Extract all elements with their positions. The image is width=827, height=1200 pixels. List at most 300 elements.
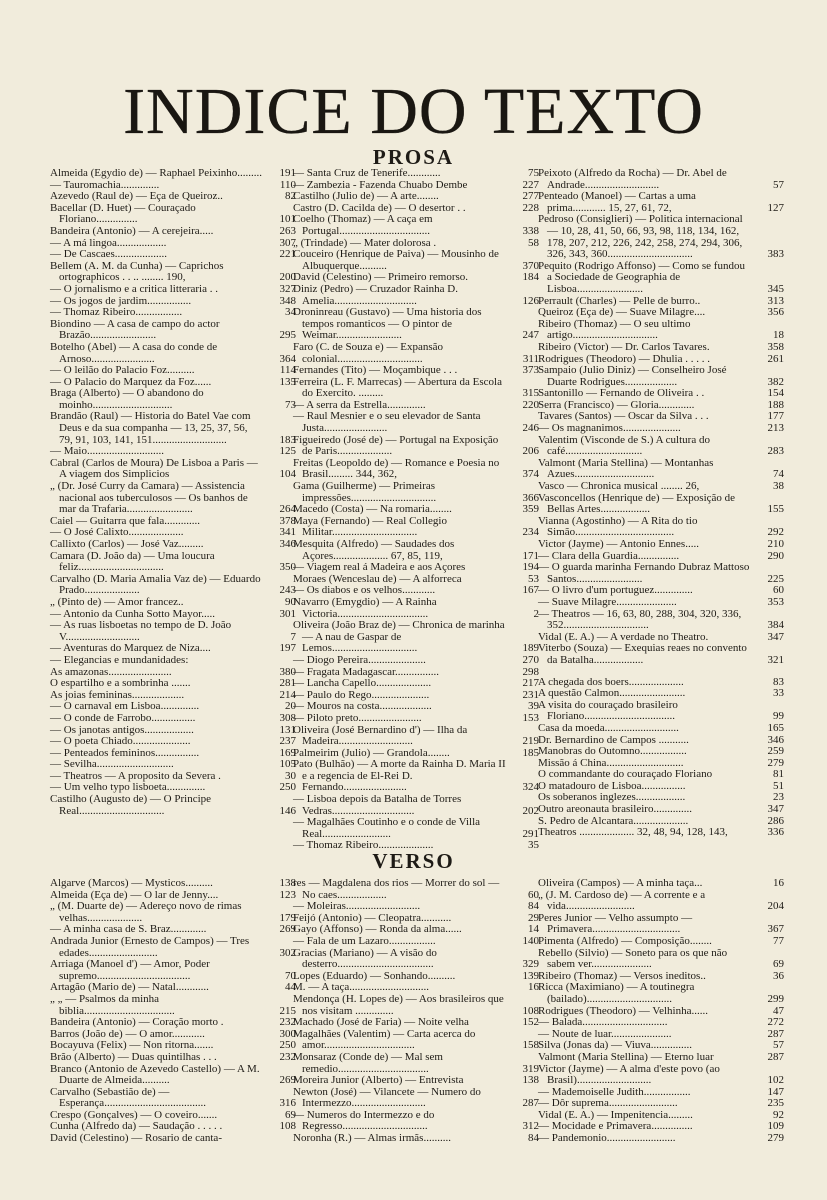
page-number: 127	[767, 201, 784, 214]
index-entry	[50, 1017, 296, 1029]
entry-text: A visita do couraçado brasileiro Floriano.................................	[538, 698, 678, 723]
index-entry	[293, 377, 539, 400]
index-entry	[293, 1133, 539, 1145]
index-entry	[293, 620, 539, 655]
page-number: 14	[528, 923, 539, 936]
entry-text: — Paulo do Rego.....................	[293, 688, 430, 701]
entry-text: — Penteados femininos................	[50, 746, 200, 759]
page-number: 73	[285, 398, 296, 411]
page-number: 232	[279, 1016, 296, 1029]
entry-text: Fernandes (Tito) — Moçambique . . .	[293, 364, 458, 377]
index-entry	[293, 249, 539, 272]
entry-text: Braga (Alberto) — O abandono do moinho.............................	[50, 387, 204, 411]
index-entry	[50, 342, 296, 365]
index-entry	[50, 794, 296, 817]
entry-text: — Numeros do Intermezzo e do Regresso...............................	[293, 1108, 435, 1133]
prosa-column-3	[538, 168, 784, 839]
index-entry	[50, 994, 296, 1017]
entry-text: — Piloto preto.......................	[293, 711, 422, 724]
page-number: 169	[279, 746, 296, 759]
page-number: 126	[522, 294, 539, 307]
index-entry	[293, 411, 539, 434]
page-number: 53	[528, 572, 539, 585]
entry-text: — O poeta Chiado.....................	[50, 735, 191, 748]
entry-text: Castilho (Julio de) — A arte........	[293, 190, 439, 203]
entry-text: Bacellar (D. Huet) — Couraçado Floriano...............	[50, 201, 196, 226]
page-number: 139	[522, 969, 539, 982]
page-number: 214	[279, 688, 296, 701]
entry-text: Palmeirim (Julio) — Grandola........	[293, 746, 450, 759]
index-entry	[293, 759, 539, 794]
entry-text: Pimenta (Alfredo) — Composição........	[538, 934, 712, 947]
entry-text: — Thomaz Ribeiro....................	[293, 839, 434, 852]
page-number: 105	[279, 758, 296, 771]
page-number: 220	[522, 398, 539, 411]
index-entry	[293, 1075, 539, 1087]
entry-text: Theatros .................... 32, 48, 94, 128, 143,	[538, 826, 728, 839]
page-number: 108	[279, 1120, 296, 1133]
page-number: 69	[285, 1108, 296, 1121]
entry-text: — Theatros — A proposito da Severa .	[50, 769, 221, 782]
entry-text: Carvalho (D. Maria Amalia Vaz de) — Eduardo Prado....................	[50, 572, 261, 597]
index-entry	[50, 959, 296, 982]
entry-text: Barros (João de) — O amor............	[50, 1027, 205, 1040]
index-entry	[538, 458, 784, 481]
page-number: 23	[773, 791, 784, 804]
page-number: 114	[279, 364, 296, 377]
index-entry	[538, 804, 784, 816]
index-entry	[538, 435, 784, 458]
index-entry	[538, 261, 784, 296]
entry-text: Diniz (Pedro) — Cruzador Rainha D. Amelia..............................	[293, 282, 458, 307]
page-number: 269	[279, 1074, 296, 1087]
page-number: 347	[767, 803, 784, 816]
page-number: 60	[773, 584, 784, 597]
index-entry	[50, 365, 296, 377]
page-number: 370	[522, 259, 539, 272]
entry-text: Bellem (A. M. da Cunha) — Caprichos ortographicos . . .. ........ 190,	[50, 259, 224, 284]
page-number: 18	[773, 329, 784, 342]
entry-text: Valentim (Visconde de S.) A cultura do café............................	[538, 433, 710, 458]
entry-text: — O livro d'um portuguez..............	[538, 584, 693, 597]
entry-text: Arriaga (Manoel d') — Amor, Poder supremo..................................	[50, 958, 210, 982]
page-number: 250	[279, 1039, 296, 1052]
page-number: 261	[767, 352, 784, 365]
page-number: 110	[279, 178, 296, 191]
entry-text: Azevedo (Raul de) — Eça de Queiroz..	[50, 190, 223, 203]
page-number: 237	[279, 735, 296, 748]
page-number: 231	[522, 688, 539, 701]
entry-text: — Magalhães Coutinho e o conde de Villa Real.........................	[293, 816, 481, 840]
index-entry	[50, 1052, 296, 1064]
entry-text: M. — A taça.............................	[293, 981, 429, 994]
index-entry	[538, 746, 784, 758]
index-entry	[538, 1133, 784, 1145]
entry-text: Moraes (Wenceslau de) — A alforreca	[293, 572, 462, 585]
page-number: 2	[533, 607, 539, 620]
entry-text: Faro (C. de Souza e) — Expansão colonial...............................	[293, 340, 443, 365]
index-entry	[293, 655, 539, 667]
page-number: 102	[767, 1074, 784, 1087]
entry-text: Missão á China............................	[538, 756, 684, 769]
page-number: 269	[279, 923, 296, 936]
entry-text: Feijó (Antonio) — Cleopatra...........	[293, 911, 452, 924]
entry-text: — O conde de Farrobo................	[50, 711, 196, 724]
page-number: 235	[767, 1097, 784, 1110]
index-entry	[538, 1017, 784, 1029]
page-number: 286	[767, 814, 784, 827]
index-entry	[50, 168, 296, 180]
page-number: 140	[522, 934, 539, 947]
index-entry	[293, 365, 539, 377]
entry-text: Valmont (Maria Stellina) — Eterno luar	[538, 1050, 714, 1063]
page-number: 243	[279, 584, 296, 597]
index-entry	[293, 678, 539, 690]
entry-text: Noronha (R.) — Almas irmãs..........	[293, 1132, 451, 1145]
page-number: 39	[528, 700, 539, 713]
page-number: 290	[767, 549, 784, 562]
page-number: 336	[767, 826, 784, 839]
entry-text: Crespo (Gonçalves) — O coveiro.......	[50, 1108, 218, 1121]
entry-text: Maya (Fernando) — Real Collegio Militar...............................	[293, 514, 447, 539]
index-entry	[293, 307, 539, 342]
entry-text: — Theatros — 16, 63, 80, 288, 304, 320, 336, 352...............................	[538, 607, 742, 632]
index-entry	[538, 342, 784, 354]
page-number: 316	[279, 1097, 296, 1110]
entry-text: Victor (Jayme) — Antonio Ennes.....	[538, 538, 699, 550]
page-number: 287	[767, 1027, 784, 1040]
page-number: 259	[767, 745, 784, 758]
index-entry	[293, 1017, 539, 1029]
entry-text: — Zambezia - Fazenda Chuabo Dembe	[293, 178, 468, 191]
entry-text: Machado (José de Faria) — Noite velha	[293, 1016, 469, 1029]
page-number: 287	[522, 1097, 539, 1110]
page-number: 312	[522, 1120, 539, 1133]
page-number: 75	[528, 167, 539, 179]
index-entry	[538, 890, 784, 913]
entry-text: — Elegancias e mundanidades:	[50, 653, 189, 666]
entry-text: Coelho (Thomaz) — A caça em Portugal.................................	[293, 213, 433, 237]
entry-text: Queiroz (Eça de) — Suave Milagre....	[538, 306, 706, 319]
entry-text: Vianna (Agostinho) — A Rita do tio Simão....................................	[538, 514, 698, 539]
page-number: 217	[522, 677, 539, 690]
index-entry	[538, 307, 784, 319]
entry-text: — Antonio da Cunha Sotto Mayor.....	[50, 607, 215, 620]
entry-text: Oliveira (Campos) — A minha taça...	[538, 877, 703, 889]
page-number: 92	[773, 1108, 784, 1121]
page-number: 291	[522, 827, 539, 840]
entry-text: Os soberanos inglezes..................	[538, 791, 686, 804]
prosa-column-2	[293, 168, 539, 852]
page-number: 30	[285, 769, 296, 782]
page-number: 179	[279, 911, 296, 924]
entry-text: A questão Calmon........................	[538, 687, 686, 700]
entry-text: — A minha casa de S. Braz.............	[50, 923, 207, 936]
entry-text: Castilho (Augusto de) — O Principe Real...............................	[50, 793, 212, 817]
entry-text: Silva (Jonas da) — Viuva...............	[538, 1039, 693, 1052]
page-number: 311	[522, 352, 539, 365]
page-number: 246	[522, 422, 539, 435]
entry-text: — Mouros na costa...................	[293, 700, 432, 713]
index-entry	[293, 817, 539, 840]
entry-text: — Fragata Madagascar................	[293, 665, 440, 678]
page-number: 346	[767, 733, 784, 746]
page-number: 225	[767, 572, 784, 585]
entry-text: Bandeira (Antonio) — A cerejeira.....	[50, 224, 214, 237]
entry-text: Mesquita (Alfredo) — Saudades dos Açores.................... 67, 85, 119,	[293, 538, 455, 562]
entry-text: Newton (José) — Vilancete — Numero do Intermezzo...........................	[293, 1085, 481, 1110]
index-entry	[50, 901, 296, 924]
entry-text: Castro (D. Cacilda de) — O desertor . .	[293, 201, 466, 214]
index-entry	[50, 1087, 296, 1110]
entry-text: — Moleiras...........................	[293, 900, 421, 913]
page-number: 104	[279, 468, 296, 481]
page-number: 378	[279, 514, 296, 527]
page-number: 313	[767, 294, 784, 307]
page-number: 221	[279, 248, 296, 261]
index-entry	[538, 365, 784, 388]
entry-text: — O carnaval em Lisboa..............	[50, 700, 200, 713]
page-number: 47	[773, 1004, 784, 1017]
index-entry	[50, 411, 296, 446]
index-entry	[50, 458, 296, 481]
entry-text: Figueiredo (José de) — Portugal na Exposição de Paris....................	[293, 433, 499, 458]
entry-text: Magalhães (Valentim) — Carta acerca do amor.................................	[293, 1027, 476, 1052]
page-number: 382	[767, 375, 784, 388]
page-number: 77	[773, 934, 784, 947]
page-number: 287	[767, 1050, 784, 1063]
page-number: 374	[522, 468, 539, 481]
entry-text: Botelho (Abel) — A casa do conde de Arnoso.......................	[50, 340, 218, 365]
index-entry	[50, 539, 296, 551]
entry-text: — O leilão do Palacio Foz..........	[50, 364, 195, 377]
index-entry	[50, 936, 296, 959]
entry-text: — Maio............................	[50, 445, 164, 458]
page-number: 188	[767, 398, 784, 411]
index-entry	[538, 423, 784, 435]
index-entry	[538, 878, 784, 890]
entry-text: — Fala de um Lazaro.................	[293, 934, 436, 947]
index-entry	[50, 249, 296, 261]
page-number: 327	[279, 282, 296, 295]
entry-text: Gracias (Mariano) — A visão do desterro...................................	[293, 946, 437, 971]
page-number: 338	[522, 224, 539, 237]
entry-text: „ (Pinto de) — Amor francez..	[50, 595, 184, 608]
page-number: 131	[279, 723, 296, 736]
entry-text: Almeida (Egydio de) — Raphael Peixinho.........	[50, 167, 263, 179]
index-entry	[538, 191, 784, 214]
page-number: 234	[522, 526, 539, 539]
page-number: 346	[279, 538, 296, 550]
page-title: INDICE DO TEXTO	[123, 75, 704, 149]
entry-text: Dr. Bernardino de Campos ...........	[538, 733, 689, 746]
page-number: 147	[767, 1085, 784, 1098]
index-entry	[50, 551, 296, 574]
entry-text: David (Celestino) — Rosario de canta-	[50, 1132, 222, 1145]
entry-text: S. Pedro de Alcantara....................	[538, 814, 689, 827]
index-entry	[538, 700, 784, 723]
page-number: 350	[279, 561, 296, 574]
verso-heading: VERSO	[372, 849, 455, 874]
index-entry	[293, 458, 539, 481]
page-number: 84	[528, 1132, 539, 1145]
page-number: 367	[767, 923, 784, 936]
entry-text: — Clara della Guardia...............	[538, 549, 680, 562]
page-number: 264	[279, 503, 296, 516]
entry-text: Santonillo — Fernando de Oliveira . .	[538, 387, 705, 400]
entry-text: Ribeiro (Victor) — Dr. Carlos Tavares.	[538, 340, 710, 353]
index-entry	[50, 713, 296, 725]
index-entry	[538, 827, 784, 839]
entry-text: — Viagem real á Madeira e aos Açores	[293, 561, 466, 574]
entry-text: Vasconcellos (Henrique de) — Exposição de Bellas Artes..................	[538, 491, 736, 516]
index-entry	[538, 1052, 784, 1064]
index-entry	[538, 1064, 784, 1087]
entry-text: Ricca (Maximiano) — A toutinegra (bailado)...............................	[538, 981, 695, 1005]
entry-text: Callixto (Carlos) — José Vaz.........	[50, 538, 204, 550]
index-entry	[538, 609, 784, 632]
page-number: 277	[522, 190, 539, 203]
page-number: 380	[279, 665, 296, 678]
entry-text: Gayo (Affonso) — Ronda da alma......	[293, 923, 462, 936]
index-entry	[293, 725, 539, 748]
entry-text: Sampaio (Julio Diniz) — Conselheiro José Duarte Rodrigues...................	[538, 364, 727, 388]
entry-text: Rodrigues (Theodoro) — Velhinha......	[538, 1004, 708, 1017]
entry-text: „ (M. Duarte de) — Adereço novo de rimas velhas....................	[50, 900, 242, 924]
page-number: 177	[767, 410, 784, 423]
index-entry	[293, 284, 539, 307]
entry-text: — Os magnanimos.....................	[538, 422, 681, 435]
entry-text: — Lancha Capello....................	[293, 677, 432, 690]
entry-text: — O Palacio do Marquez da Foz......	[50, 375, 212, 388]
page-number: 83	[773, 675, 784, 688]
page-number: 155	[767, 503, 784, 516]
entry-text: Casa da moeda...........................	[538, 721, 679, 734]
page-number: 138	[279, 877, 296, 889]
entry-text: Cunha (Alfredo da) — Saudação . . . . .	[50, 1120, 223, 1133]
entry-text: Monsaraz (Conde de) — Mal sem remedio.................................	[293, 1050, 443, 1075]
page-number: 383	[767, 248, 784, 261]
index-entry	[50, 736, 296, 748]
page-number: 358	[767, 340, 784, 353]
index-entry	[293, 713, 539, 725]
entry-text: Droninreau (Gustavo) — Uma historia dos tempos romanticos — O pintor de Weimar........................	[293, 306, 482, 342]
entry-text: Bocayuva (Felix) — Non ritorna.......	[50, 1039, 214, 1052]
verso-column-3	[538, 878, 784, 1145]
entry-text: Pato (Bulhão) — A morte da Rainha D. Maria II e a regencia de El-Rei D. Fernando.......................	[293, 758, 506, 794]
index-entry	[50, 1064, 296, 1087]
page-number: 153	[522, 711, 539, 724]
page-number: 302	[279, 946, 296, 959]
page-number: 165	[767, 721, 784, 734]
entry-text: Navarro (Emygdio) — A Rainha Victoria.................................	[293, 595, 437, 620]
entry-text: Biondino — A casa de campo do actor Brazão........................	[50, 317, 220, 342]
index-entry	[293, 1029, 539, 1052]
index-entry	[538, 643, 784, 666]
entry-text: Artagão (Mario de) — Natal............	[50, 981, 209, 994]
entry-text: — Diogo Pereira.....................	[293, 653, 426, 666]
entry-text: Pequito (Rodrigo Affonso) — Como se fundou a Sociedade de Geographia de Lisboa........................	[538, 259, 745, 295]
index-entry	[538, 168, 784, 191]
page-number: 270	[522, 653, 539, 666]
entry-text: Oliveira (José Bernardino d') — Ilha da Madeira...........................	[293, 723, 468, 748]
index-entry	[538, 723, 784, 735]
page-number: 197	[279, 642, 296, 655]
page-number: 109	[767, 1120, 784, 1133]
page-number: 194	[522, 561, 539, 574]
page-number: 345	[767, 282, 784, 295]
entry-text: — A má lingoa..................	[50, 236, 167, 249]
page-number: 292	[767, 526, 784, 539]
page-number: 81	[773, 768, 784, 781]
entry-text: Viterbo (Souza) — Exequias reaes no convento da Batalha..................	[538, 642, 747, 666]
entry-text: Serra (Francisco) — Gloria.............	[538, 398, 695, 411]
entry-text: — Mademoiselle Judith.................	[538, 1085, 691, 1098]
entry-text: Peres Junior — Velho assumpto — Primavera................................	[538, 911, 693, 936]
entry-text: Perrault (Charles) — Pelle de burro..	[538, 294, 701, 307]
index-entry	[538, 913, 784, 936]
entry-text: Algarve (Marcos) — Mysticos..........	[50, 877, 213, 889]
entry-text: — As ruas lisboetas no tempo de D. João V...........................	[50, 619, 232, 643]
entry-text: „ (Dr. José Curry da Camara) — Assistencia nacional aos tuberculosos — Os banhos de mar da Trafaria........................	[50, 480, 248, 516]
page-number: 33	[773, 687, 784, 700]
prosa-column-1	[50, 168, 296, 817]
index-entry	[50, 620, 296, 643]
page-number: 324	[522, 781, 539, 794]
index-entry	[293, 214, 539, 237]
entry-text: — Mocidade e Primavera...............	[538, 1120, 693, 1133]
entry-text: — Os diabos e os velhos............	[293, 584, 436, 597]
entry-text: Manobras do Outomno.................	[538, 745, 687, 758]
entry-text: Oliveira (João Braz de) — Chronica de marinha — A nau de Gaspar de Lemos...............................	[293, 619, 505, 655]
page-number: 308	[279, 711, 296, 724]
index-entry	[50, 655, 296, 667]
prosa-heading: PROSA	[372, 145, 455, 170]
page-number: 202	[522, 804, 539, 817]
index-entry	[50, 597, 296, 609]
entry-text: — Lisboa depois da Batalha de Torres Vedras..............................	[293, 793, 462, 817]
entry-text: Gama (Guilherme) — Primeiras impressões...............................	[293, 480, 437, 504]
page-number: 384	[767, 619, 784, 632]
entry-text: — Balada...............................	[538, 1016, 668, 1029]
index-entry	[50, 319, 296, 342]
entry-text: Tavares (Santos) — Oscar da Silva . . .	[538, 410, 709, 423]
page-number: 200	[279, 271, 296, 284]
index-entry	[293, 1052, 539, 1075]
page-number: 36	[773, 969, 784, 982]
index-entry	[50, 284, 296, 296]
page-number: 185	[522, 746, 539, 759]
page-number: 348	[279, 294, 296, 307]
page-number: 341	[279, 526, 296, 539]
page-number: 167	[522, 584, 539, 597]
entry-text: Almeida (Eça de) — O lar de Jenny....	[50, 888, 219, 901]
page-number: 152	[522, 1016, 539, 1029]
entry-text: Freitas (Leopoldo de) — Romance e Poesia no Brasil......... 344, 362,	[293, 456, 500, 481]
entry-text: — Tauromachia..............	[50, 178, 160, 191]
entry-text: — Noute de luar......................	[538, 1027, 672, 1040]
page-number: 171	[522, 549, 539, 562]
page-number: 34	[285, 306, 296, 319]
page-number: 272	[767, 1016, 784, 1029]
page-number: 210	[767, 538, 784, 550]
page-number: 57	[773, 1039, 784, 1052]
entry-text: Branco (Antonio de Azevedo Castello) — A M. Duarte de Almeida..........	[50, 1062, 260, 1087]
index-entry	[293, 1087, 539, 1110]
index-entry	[538, 936, 784, 948]
index-entry	[293, 516, 539, 539]
entry-text: Penteado (Manoel) — Cartas a uma prima............ 15, 27, 61, 72,	[538, 190, 696, 214]
